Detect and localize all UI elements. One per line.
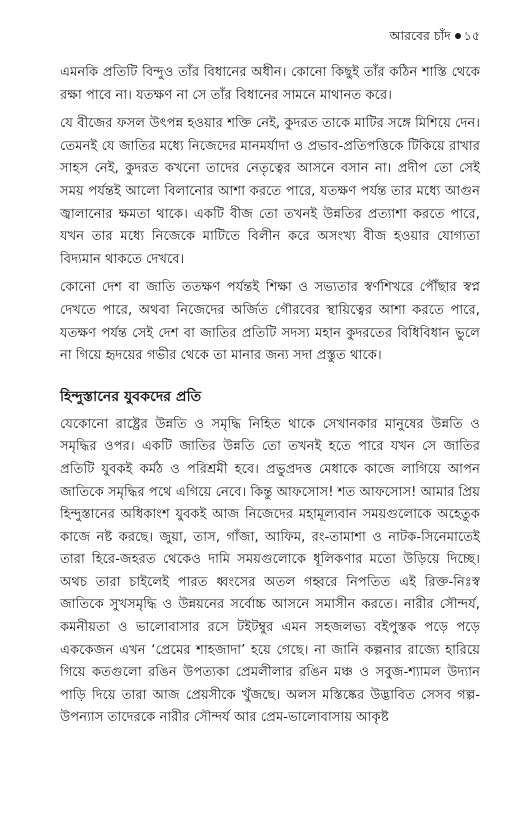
page-number: ১৫ (463, 28, 480, 43)
running-head (390, 28, 480, 48)
body-text (60, 62, 480, 736)
paragraph: যেকোনো রাষ্ট্রের উন্নতি ও সমৃদ্ধি নিহিত থাকে সেখানকার মানুষের উন্নতি ও সমৃদ্ধির ওপর। একটি জাতির উন্নতি তো তখনই হতে পারে যখন সে জাতির প্রতিটি যুবকই কর্মঠ ও পরিশ্রমী হবে। প্রভুপ্রদত্ত মেধাকে কাজে লাগিয়ে আপন জাতিকে সমৃদ্ধির পথে এগিয়ে নেবে। কিন্তু আফসোস! শত আফসোস! আমার প্রিয় হিন্দুস্তানের অধিকাংশ যুবকই আজ নিজেদের মহামূল্যবান সময়গুলোকে অহেতুক কাজে নষ্ট করছে। জুয়া, তাস, গাঁজা, আফিম, রং-তামাশা ও নাটক-সিনেমাতেই তারা হিরে-জহরত থেকেও দামি সময়গুলোকে ধূলিকণার মতো উড়িয়ে দিচ্ছে। অথচ তারা চাইলেই পারত ধ্বংসের অতল গহ্বরে নিপতিত এই রিক্ত-নিঃস্ব জাতিকে সুখসমৃদ্ধি ও উন্নয়নের সর্বোচ্চ আসনে সমাসীন করতে। নারীর সৌন্দর্য, কমনীয়তা ও ভালোবাসার রসে টইটম্বুর এমন সহজলভ্য বইপুস্তক পড়ে পড়ে এককেজন এখন ‘প্রেমের শাহজাদা’ হয়ে গেছে। না জানি কল্পনার রাজ্যে হারিয়ে গিয়ে কতগুলো রঙিন উপত্যকা প্রেমলীলার রঙিন মঞ্চ ও সবুজ-শ্যামল উদ্যান পাড়ি দিয়ে তারা আজ প্রেয়সীকে খুঁজছে। অলস মস্তিষ্কের উদ্ভাবিত সেসব গল্প-উপন্যাস তাদেরকে নারীর সৌন্দর্য আর প্রেম-ভালোবাসায় আকৃষ্ট (60, 416, 481, 726)
bullet-dot (455, 33, 461, 39)
paragraph: যে বীজের ফসল উৎপন্ন হওয়ার শক্তি নেই, কুদরত তাকে মাটির সঙ্গে মিশিয়ে দেন। তেমনই যে জাতির মধ্যে নিজেদের মানমর্যাদা ও প্রভাব-প্রতিপত্তিকে টিকিয়ে রাখার সাহস নেই, কুদরত কখনো তাদের নেতৃত্বের আসনে বসান না। প্রদীপ তো সেই সময় পর্যন্তই আলো বিলানোর আশা করতে পারে, যতক্ষণ পর্যন্ত তার মধ্যে আগুন জ্বালানোর ক্ষমতা থাকে। একটি বীজ তো তখনই উন্নতির প্রত্যাশা করতে পারে, যখন তার মধ্যে নিজেকে মাটিতে বিলীন করে অসংখ্য বীজ হওয়ার যোগ্যতা বিদ্যমান থাকতে দেখবে। (60, 116, 480, 267)
book-title: আরবের চাঁদ (389, 28, 451, 43)
section-heading: হিন্দুস্তানের যুবকদের প্রতি (60, 388, 202, 405)
paragraph: এমনকি প্রতিটি বিন্দুও তাঁর বিধানের অধীন। কোনো কিছুই তাঁর কঠিন শাস্তি থেকে রক্ষা পাবে না। যতক্ষণ না সে তাঁর বিধানের সামনে মাথানত করে। (60, 65, 480, 103)
paragraph: কোনো দেশ বা জাতি ততক্ষণ পর্যন্তই শিক্ষা ও সভ্যতার স্বর্ণশিখরে পৌঁছার স্বপ্ন দেখতে পারে, অথবা নিজেদের অর্জিত গৌরবের স্থায়িত্বের আশা করতে পারে, যতক্ষণ পর্যন্ত সেই দেশ বা জাতির প্রতিটি সদস্য মহান কুদরতের বিধিবিধান ভুলে না গিয়ে হৃদয়ের গভীর থেকে তা মানার জন্য সদা প্রস্তুত থাকে। (60, 280, 480, 364)
